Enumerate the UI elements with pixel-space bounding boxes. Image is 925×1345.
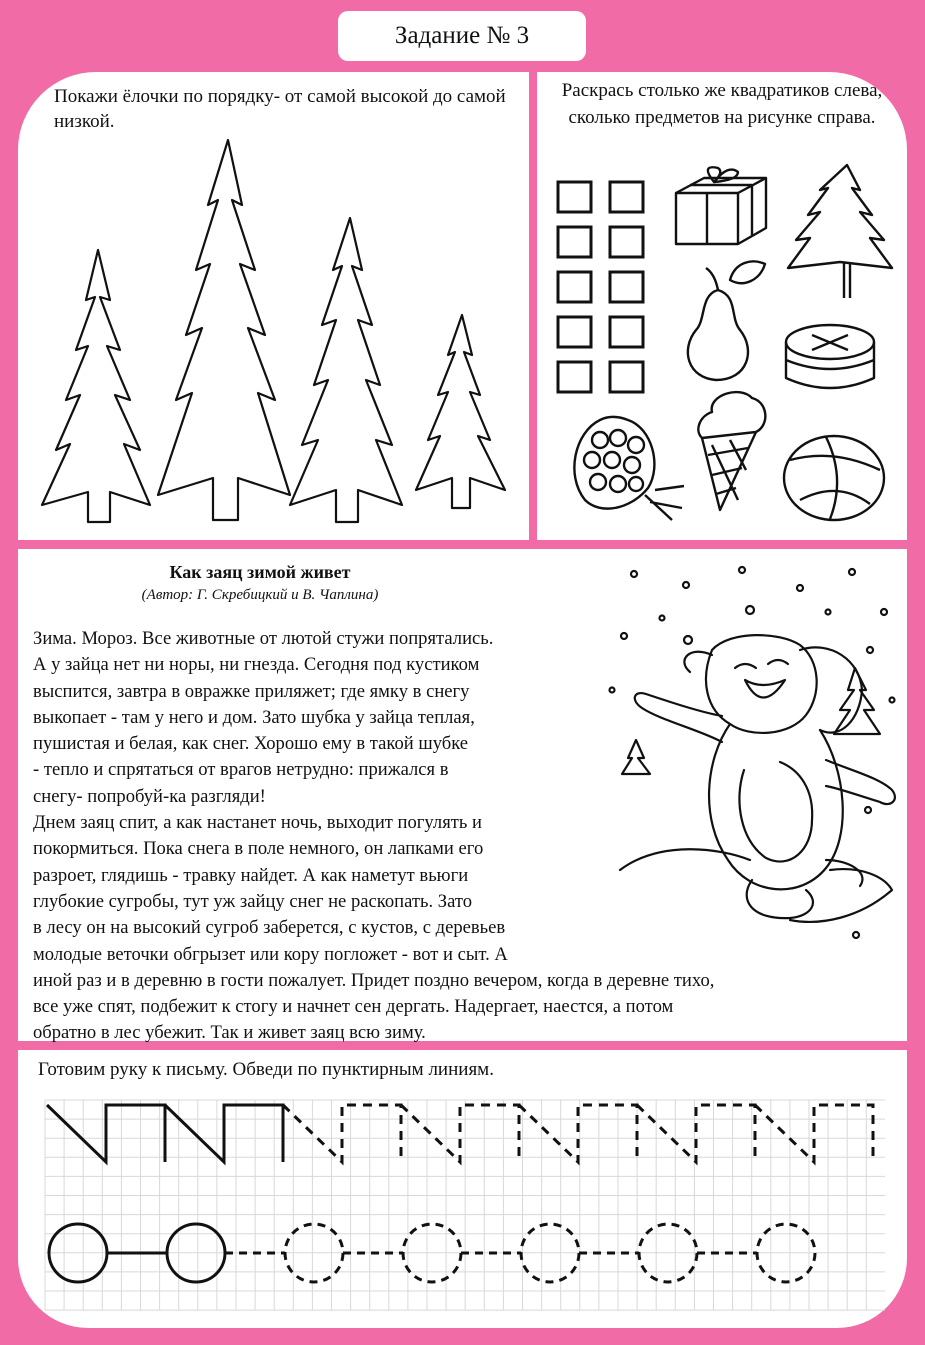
trace-zigzag <box>401 1105 519 1162</box>
story-line: в лесу он на высокий сугроб заберется, с кустов, с деревьев <box>33 917 506 939</box>
trace-zigzag <box>165 1105 283 1162</box>
trees-instruction: Покажи ёлочки по порядку- от самой высокой до самой низкой. <box>54 86 506 132</box>
story-line: глубокие сугробы, тут уж зайцу снег не раскопать. Зато <box>33 890 473 912</box>
story-title: Как заяц зимой живет <box>169 562 351 582</box>
story-line: Днем заяц спит, а как настанет ночь, выходит погулять и <box>33 812 482 834</box>
task-title: Задание № 3 <box>338 11 586 61</box>
story-line: - тепло и спрятаться от врагов нетрудно: прижался в <box>33 759 449 781</box>
story-line: покормиться. Пока снега в поле немного, он лапками его <box>33 838 484 860</box>
story-line: молодые веточки обгрызет или кору погложет - вот и сыт. А <box>33 943 508 965</box>
story-line: снегу- попробуй-ка разгляди! <box>33 785 266 807</box>
trace-zigzag <box>755 1105 873 1162</box>
trace-zigzag <box>519 1105 637 1162</box>
trace-zigzag <box>637 1105 755 1162</box>
coloring-instruction: Раскрась столько же квадратиков слева, сколько предметов на рисунке справа. <box>561 80 883 128</box>
story-line: разроет, глядишь - травку найдет. А как наметут вьюги <box>33 864 469 886</box>
story-line: Зима. Мороз. Все животные от лютой стужи попрятались. <box>33 628 494 649</box>
trace-zigzag <box>47 1105 165 1162</box>
story-line: выспится, завтра в овражке приляжет; где ямку в снегу <box>33 680 470 702</box>
story-author: (Автор: Г. Скребицкий и В. Чаплина) <box>141 587 379 603</box>
story-line: все уже спят, подбежит к стогу и начнет сен дергать. Надергает, наестся, а потом <box>33 996 674 1018</box>
story-line: обратно в лес убежит. Так и живет заяц всю зиму. <box>33 1022 426 1044</box>
story-line: выкопает - там у него и дом. Зато шубка у зайца теплая, <box>33 706 475 728</box>
story-line: А у зайца нет ни норы, ни гнезда. Сегодня под кустиком <box>33 654 480 676</box>
writing-instruction: Готовим руку к письму. Обведи по пунктирным линиям. <box>38 1059 494 1080</box>
trace-zigzag <box>283 1105 401 1162</box>
story-line: иной раз и в деревню в гости пожалует. Придет поздно вечером, когда в деревне тихо, <box>33 969 715 991</box>
story-line: пушистая и белая, как снег. Хорошо ему в такой шубке <box>33 733 469 755</box>
